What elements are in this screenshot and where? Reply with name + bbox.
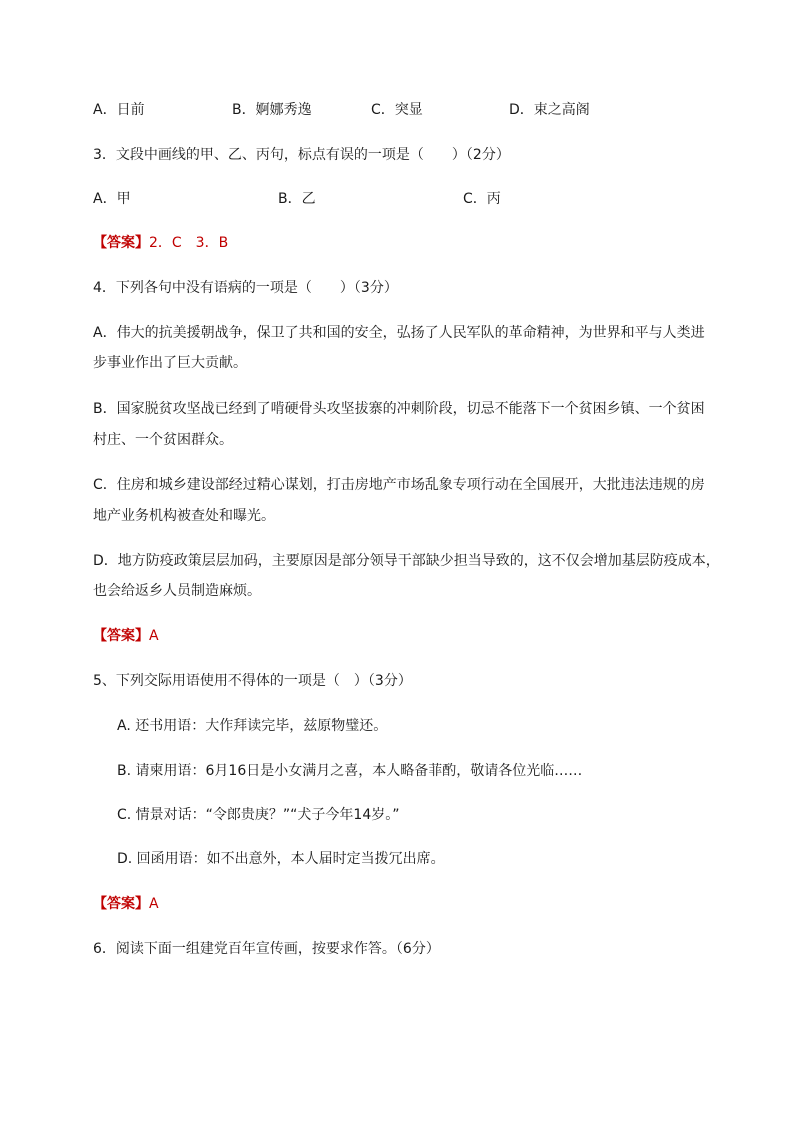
answer-2-3 xyxy=(93,234,228,252)
answer-text: A xyxy=(149,896,159,912)
q2-option-c: C．突显 xyxy=(371,102,423,118)
q2-option-d: D．束之高阁 xyxy=(509,102,590,118)
q5-option-a: A. 还书用语：大作拜读完毕，兹原物璧还。 xyxy=(117,718,388,734)
q3-option-a: A．甲 xyxy=(93,191,131,207)
q3-option-c: C．丙 xyxy=(463,191,501,207)
q5-option-d: D. 回函用语：如不出意外，本人届时定当拨冗出席。 xyxy=(117,851,445,867)
q4-option-b-line1: B．国家脱贫攻坚战已经到了啃硬骨头攻坚拔寨的冲刺阶段，切忌不能落下一个贫困乡镇、一个贫困 xyxy=(93,401,705,417)
answer-tag: 【答案】 xyxy=(93,628,149,644)
q6-stem: 6．阅读下面一组建党百年宣传画，按要求作答。（6分） xyxy=(93,941,440,957)
q5-option-b: B. 请柬用语：6月16日是小女满月之喜，本人略备菲酌，敬请各位光临…… xyxy=(117,763,583,779)
q4-option-c-line1: C．住房和城乡建设部经过精心谋划，打击房地产市场乱象专项行动在全国展开，大批违法违规的房 xyxy=(93,477,705,493)
q4-option-c-line2: 地产业务机构被查处和曝光。 xyxy=(93,508,275,524)
q5-option-c: C. 情景对话：“令郎贵庚？”“犬子今年14岁。” xyxy=(117,807,400,823)
answer-5 xyxy=(93,895,159,913)
q4-option-d-line1: D．地方防疫政策层层加码，主要原因是部分领导干部缺少担当导致的，这不仅会增加基层防疫成本， xyxy=(93,553,720,569)
q4-option-a-line2: 步事业作出了巨大贡献。 xyxy=(93,355,247,371)
answer-4 xyxy=(93,627,159,645)
q4-option-b-line2: 村庄、一个贫困群众。 xyxy=(93,432,233,448)
answer-text: A xyxy=(149,628,159,644)
q3-stem: 3．文段中画线的甲、乙、丙句，标点有误的一项是（ ）（2分） xyxy=(93,147,510,163)
q2-option-a: A．日前 xyxy=(93,102,145,118)
q3-option-b: B．乙 xyxy=(278,191,316,207)
answer-tag: 【答案】 xyxy=(93,896,149,912)
q2-option-b: B．婀娜秀逸 xyxy=(232,102,312,118)
answer-text: 2．C 3．B xyxy=(149,235,229,251)
q4-stem: 4．下列各句中没有语病的一项是（ ）（3分） xyxy=(93,280,398,296)
q5-stem: 5、下列交际用语使用不得体的一项是（ ）（3分） xyxy=(93,673,412,689)
answer-tag: 【答案】 xyxy=(93,235,149,251)
q4-option-a-line1: A．伟大的抗美援朝战争，保卫了共和国的安全，弘扬了人民军队的革命精神，为世界和平与人类进 xyxy=(93,325,705,341)
q4-option-d-line2: 也会给返乡人员制造麻烦。 xyxy=(93,583,261,599)
